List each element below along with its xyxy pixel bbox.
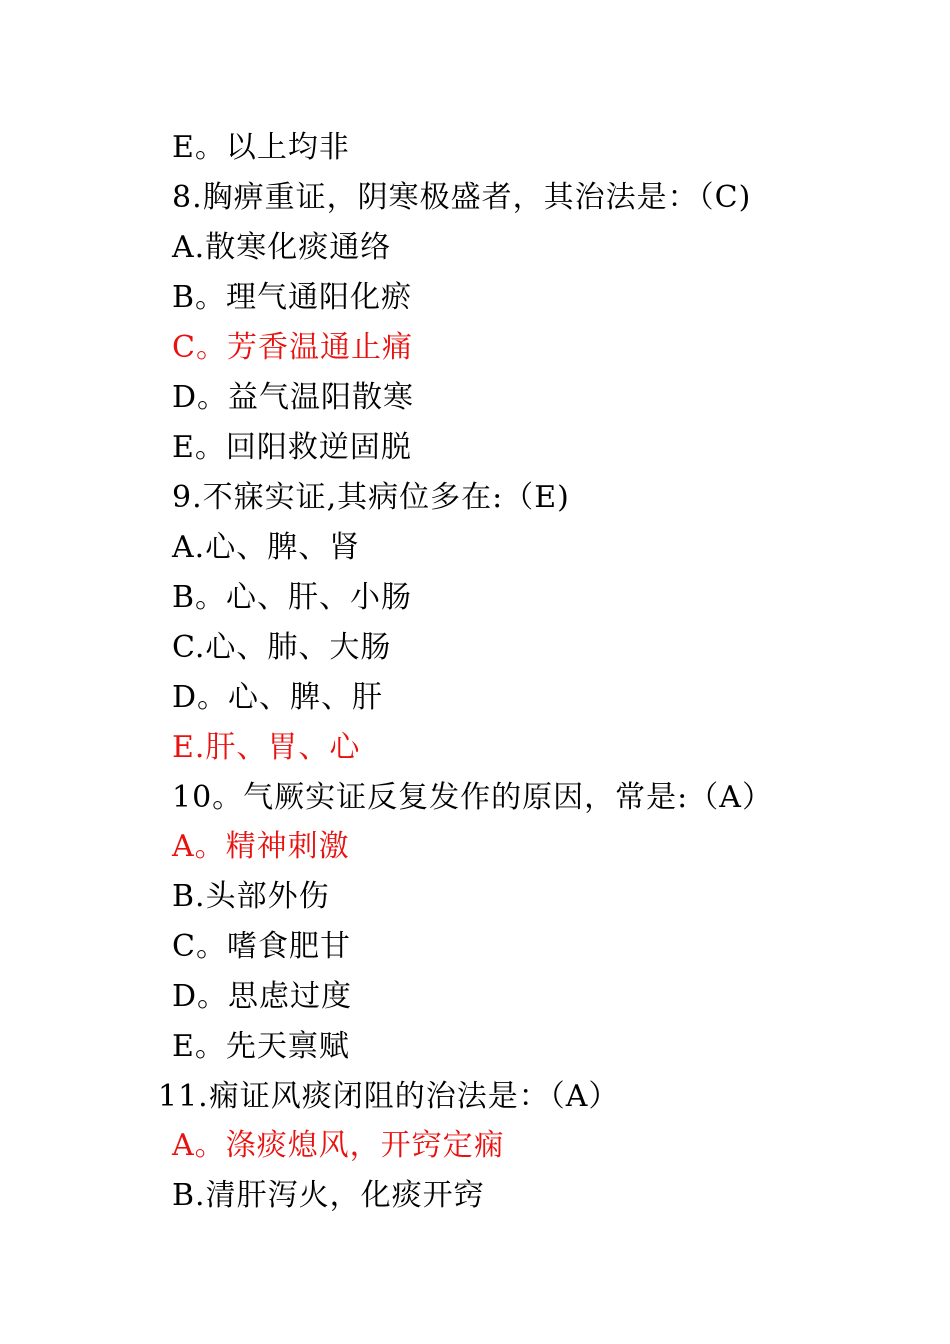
option-b-q8: B。理气通阳化瘀: [172, 280, 413, 315]
option-d-q10: D。思虑过度: [172, 979, 353, 1014]
option-d-q8: D。益气温阳散寒: [172, 380, 415, 415]
option-a-q11-correct: A。涤痰熄风，开窍定痫: [172, 1128, 505, 1163]
option-b-q11: B.清肝泻火，化痰开窍: [172, 1178, 485, 1213]
option-e-q7: E。以上均非: [172, 130, 350, 165]
question-11: 11.痫证风痰闭阻的治法是：（A）: [158, 1079, 620, 1114]
option-e-q10: E。先天禀赋: [172, 1029, 350, 1064]
option-d-q9: D。心、脾、肝: [172, 680, 384, 715]
question-9: 9.不寐实证,其病位多在:（E): [172, 480, 570, 515]
option-e-q8: E。回阳救逆固脱: [172, 430, 412, 465]
option-a-q8: A.散寒化痰通络: [172, 230, 392, 265]
option-c-q10: C。嗜食肥甘: [172, 929, 351, 964]
option-b-q10: B.头部外伤: [172, 879, 330, 914]
option-e-q9-correct: E.肝、胃、心: [172, 730, 361, 765]
question-8: 8.胸痹重证，阴寒极盛者，其治法是：（C): [172, 180, 752, 215]
option-b-q9: B。心、肝、小肠: [172, 580, 413, 615]
option-c-q8-correct: C。芳香温通止痛: [172, 330, 413, 365]
question-10: 10。气厥实证反复发作的原因，常是:（A）: [172, 780, 773, 815]
option-c-q9: C.心、肺、大肠: [172, 630, 392, 665]
option-a-q10-correct: A。精神刺激: [172, 829, 350, 864]
option-a-q9: A.心、脾、肾: [172, 530, 361, 565]
